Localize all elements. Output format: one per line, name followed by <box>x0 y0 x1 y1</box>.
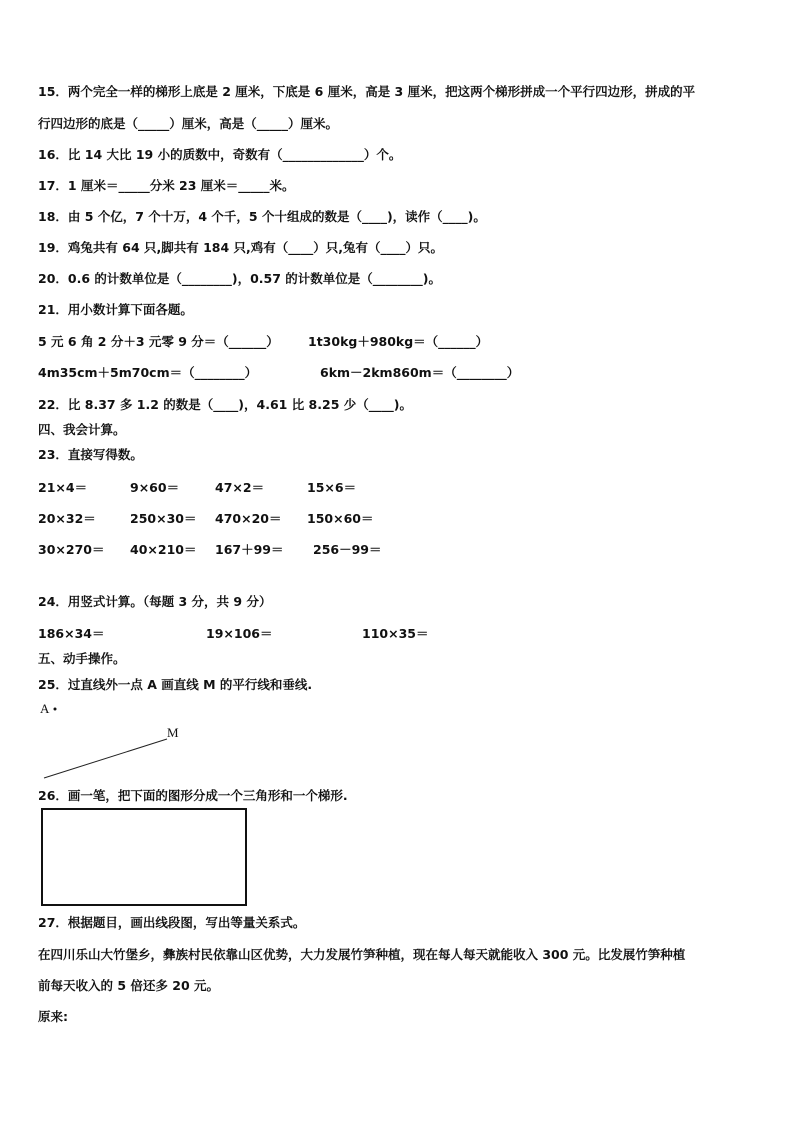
q24-item-1: 186×34＝ <box>38 626 105 641</box>
q21-item-3: 4m35cm＋5m70cm＝（________） <box>38 365 258 380</box>
q15-line2: 行四边形的底是（_____）厘米，高是（_____）厘米。 <box>38 116 339 131</box>
q23-r2-c4: 150×60＝ <box>307 511 374 526</box>
q24-item-3: 110×35＝ <box>362 626 429 641</box>
section-5-heading: 五、动手操作。 <box>38 651 126 666</box>
point-a-label: A <box>40 701 50 716</box>
q22: 22．比 8.37 多 1.2 的数是（____)，4.61 比 8.25 少（____)。 <box>38 397 412 412</box>
q26-title: 26．画一笔，把下面的图形分成一个三角形和一个梯形. <box>38 788 348 803</box>
q23-r1-c3: 47×2＝ <box>215 480 265 495</box>
q21-item-2: 1t30kg＋980kg＝（______） <box>308 334 489 349</box>
q23-r3-c2: 40×210＝ <box>130 542 197 557</box>
point-a-dot <box>52 706 58 712</box>
line-m <box>40 732 175 782</box>
q20: 20．0.6 的计数单位是（________)，0.57 的计数单位是（________)。 <box>38 271 442 286</box>
q18: 18．由 5 个亿，7 个十万，4 个千，5 个十组成的数是（____)，读作（____)。 <box>38 209 486 224</box>
q23-r3-c4: 256－99＝ <box>313 542 382 557</box>
q27-body-line1: 在四川乐山大竹堡乡，彝族村民依靠山区优势，大力发展竹笋种植，现在每人每天就能收入 300 元。比发展竹笋种植 <box>38 947 686 962</box>
q21-item-1: 5 元 6 角 2 分＋3 元零 9 分＝（______） <box>38 334 279 349</box>
q16: 16．比 14 大比 19 小的质数中，奇数有（_____________）个。 <box>38 147 402 162</box>
q24-item-2: 19×106＝ <box>206 626 273 641</box>
q17: 17．1 厘米＝_____分米 23 厘米＝_____米。 <box>38 178 295 193</box>
q21-title: 21．用小数计算下面各题。 <box>38 302 193 317</box>
line-m-label: M <box>167 725 179 740</box>
q23-r2-c2: 250×30＝ <box>130 511 197 526</box>
q21-item-4: 6km－2km860m＝（________） <box>320 365 520 380</box>
q23-title: 23．直接写得数。 <box>38 447 143 462</box>
q23-r1-c4: 15×6＝ <box>307 480 357 495</box>
q19: 19．鸡兔共有 64 只,脚共有 184 只,鸡有（____）只,兔有（____）只。 <box>38 240 444 255</box>
q24-title: 24．用竖式计算。（每题 3 分，共 9 分） <box>38 594 272 609</box>
q23-r1-c2: 9×60＝ <box>130 480 180 495</box>
q27-body-line2: 前每天收入的 5 倍还多 20 元。 <box>38 978 220 993</box>
q25-title: 25．过直线外一点 A 画直线 M 的平行线和垂线. <box>38 677 313 692</box>
section-4-heading: 四、我会计算。 <box>38 422 126 437</box>
q23-r2-c1: 20×32＝ <box>38 511 96 526</box>
q23-r2-c3: 470×20＝ <box>215 511 282 526</box>
q23-r1-c1: 21×4＝ <box>38 480 88 495</box>
q23-r3-c1: 30×270＝ <box>38 542 105 557</box>
q27-answer-label: 原来: <box>38 1009 68 1024</box>
q27-title: 27．根据题目，画出线段图，写出等量关系式。 <box>38 915 306 930</box>
q15-line1: 15．两个完全一样的梯形上底是 2 厘米，下底是 6 厘米，高是 3 厘米，把这两个梯形拼成一个平行四边形，拼成的平 <box>38 84 696 99</box>
rectangle-figure <box>41 808 247 906</box>
q23-r3-c3: 167＋99＝ <box>215 542 284 557</box>
